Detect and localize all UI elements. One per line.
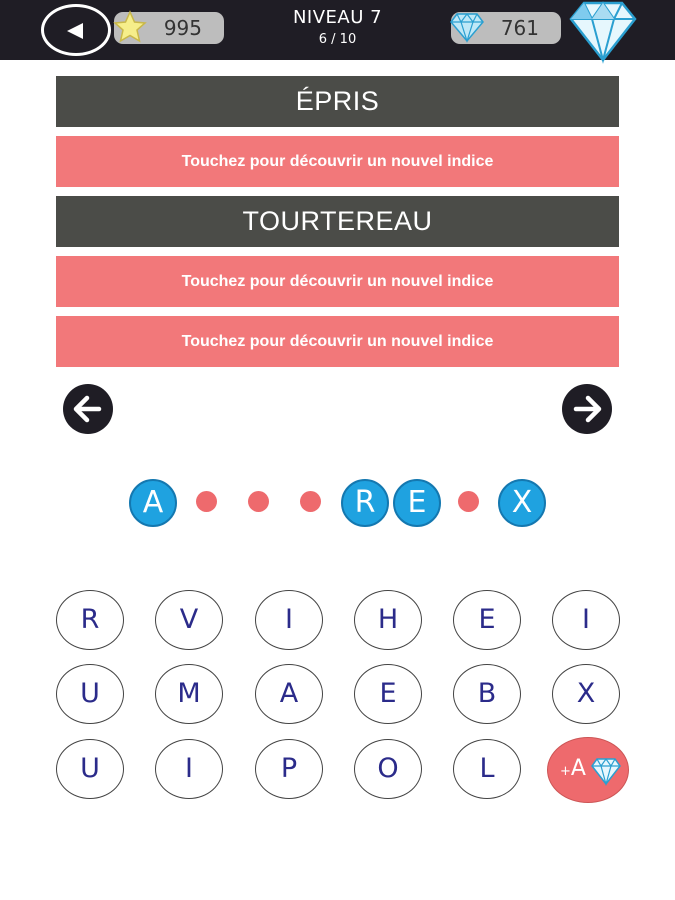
letter-key[interactable]: H [354,590,422,650]
reveal-letter-button[interactable] [547,737,629,803]
clue-text: Touchez pour découvrir un nouvel indice [181,332,494,350]
clue-hidden-2[interactable] [56,136,619,187]
arrow-right-icon [562,384,612,434]
diamond-icon [590,756,622,786]
letter-key[interactable]: I [552,590,620,650]
letter-key[interactable]: P [255,739,323,799]
letter-key[interactable]: A [255,664,323,724]
clue-hidden-5[interactable] [56,316,619,367]
top-bar [0,0,675,60]
letter-key[interactable]: B [453,664,521,724]
answer-slot-6[interactable]: E [393,479,441,527]
letter-key[interactable]: V [155,590,223,650]
letter-key[interactable]: L [453,739,521,799]
letter-key[interactable]: E [453,590,521,650]
level-title: NIVEAU 7 [292,7,383,28]
letter-key[interactable]: X [552,664,620,724]
answer-slot-5[interactable]: R [341,479,389,527]
letter-key[interactable]: R [56,590,124,650]
reveal-letter-text: A [570,756,586,781]
arrow-left-icon [63,384,113,434]
level-progress: 6 / 10 [318,32,357,47]
answer-slot-3-empty [248,491,269,512]
gems-count: 761 [500,16,539,40]
clue-revealed-3 [56,196,619,247]
clue-revealed-1 [56,76,619,127]
clue-text: ÉPRIS [295,86,380,116]
answer-slot-7-empty [458,491,479,512]
letter-key[interactable]: O [354,739,422,799]
back-button[interactable] [41,4,111,56]
stars-count: 995 [163,16,202,40]
reveal-letter-label [560,756,586,781]
clue-hidden-4[interactable] [56,256,619,307]
answer-slot-8[interactable]: X [498,479,546,527]
letter-key[interactable]: E [354,664,422,724]
letter-key[interactable]: I [155,739,223,799]
back-arrow-icon [67,23,83,39]
clue-text: Touchez pour découvrir un nouvel indice [181,272,494,290]
answer-slot-4-empty [300,491,321,512]
previous-button[interactable] [63,384,113,434]
letter-key[interactable]: I [255,590,323,650]
letter-key[interactable]: U [56,664,124,724]
letter-key[interactable]: U [56,739,124,799]
reveal-letter-prefix: + [560,764,571,779]
clue-text: TOURTEREAU [242,206,433,236]
star-icon [112,9,148,45]
next-button[interactable] [562,384,612,434]
letter-key[interactable]: M [155,664,223,724]
answer-slot-1[interactable]: A [129,479,177,527]
answer-slot-2-empty [196,491,217,512]
diamond-icon [449,11,485,43]
clue-text: Touchez pour découvrir un nouvel indice [181,152,494,170]
gem-shop-button[interactable] [568,0,638,64]
